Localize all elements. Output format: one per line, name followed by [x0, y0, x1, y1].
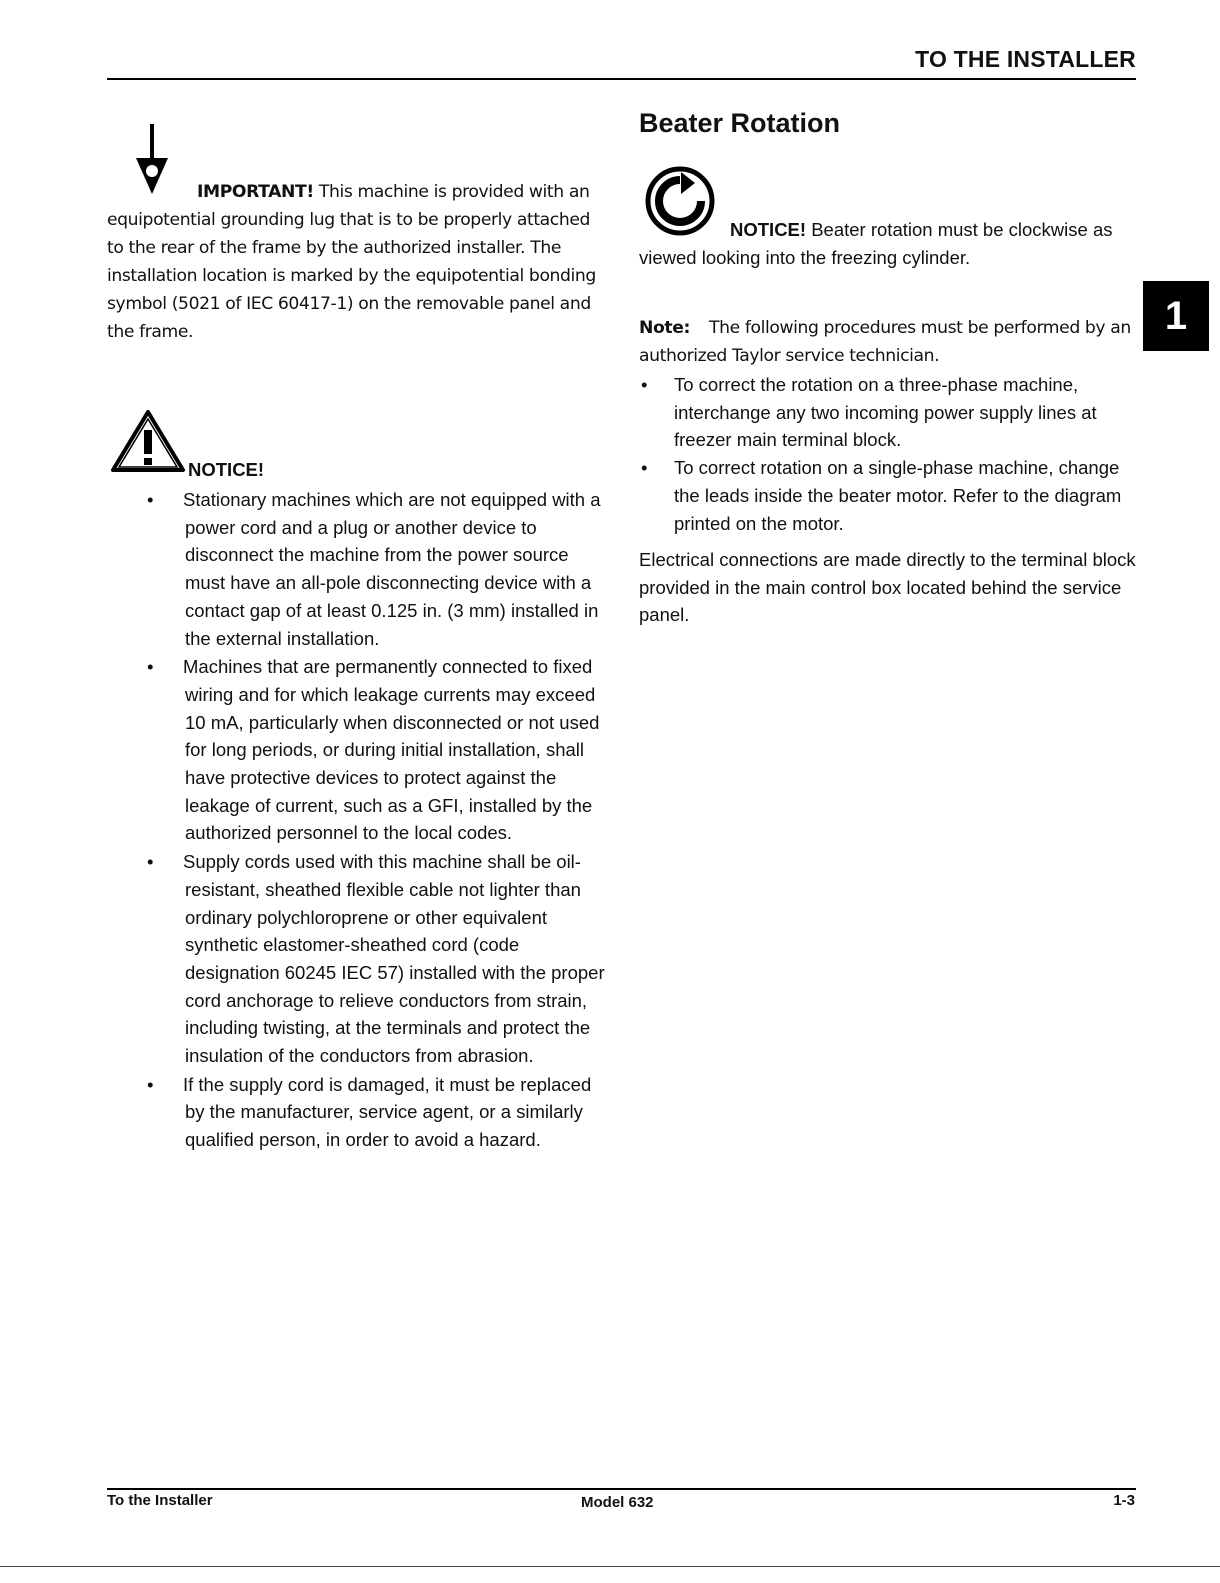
list-item: • To correct rotation on a single-phase machine, change the leads inside the beater motor. Refer to the diagram printed on the motor. — [641, 457, 1122, 534]
note-paragraph — [639, 314, 1139, 370]
rotation-notice-text: Beater rotation must be clockwise as viewed looking into the freezing cylinder. — [639, 219, 1113, 268]
footer-model: Model 632 — [581, 1494, 654, 1511]
list-item-text: If the supply cord is damaged, it must be replaced by the manufacturer, service agent, or a similarly qualified person, in order to avoid a hazard. — [183, 1073, 592, 1151]
header-title: TO THE INSTALLER — [915, 46, 1136, 72]
list-item-text: Stationary machines which are not equipped with a power cord and a plug or another device to disconnect the machine from the power source must have an all-pole disconnecting device with a contact gap of at least 0.125 in. (3 mm) installed in the external installation. — [183, 489, 601, 649]
list-item: • Supply cords used with this machine shall be oil-resistant, sheathed flexible cable not lighter than ordinary polychloroprene or other equivalent synthetic elastomer-sheathed cord (code designation 60245 IEC 57) installed with the proper cord anchorage to relieve conductors from strain, including twisting, at the terminals and protect the insulation of the conductors from abrasion. — [107, 848, 607, 1070]
note-text: The following procedures must be performed by an authorized Taylor service technician. — [639, 318, 1131, 366]
important-label: IMPORTANT! — [197, 182, 314, 202]
important-text: This machine is provided with an equipotential grounding lug that is to be properly attached to the rear of the frame by the authorized installer. The installation location is marked by the equipotential bonding symbol (5021 of IEC 60417-1) on the removable panel and the frame. — [107, 182, 596, 342]
notice-heading: NOTICE! — [188, 459, 265, 480]
footer-section-name: To the Installer — [107, 1492, 213, 1509]
rotation-notice-paragraph — [639, 216, 1139, 271]
important-paragraph — [107, 178, 607, 346]
page-bottom-edge — [0, 1566, 1220, 1567]
list-item: • Stationary machines which are not equipped with a power cord and a plug or another device to disconnect the machine from the power source must have an all-pole disconnecting device with a contact gap of at least 0.125 in. (3 mm) installed in the external installation. — [107, 486, 607, 652]
warning-triangle-icon — [109, 408, 187, 474]
list-item: • If the supply cord is damaged, it must be replaced by the manufacturer, service agent, or a similarly qualified person, in order to avoid a hazard. — [107, 1071, 607, 1154]
list-item-text: To correct the rotation on a three-phase machine, interchange any two incoming power supply lines at freezer main terminal block. — [674, 374, 1097, 451]
list-item-text: To correct rotation on a single-phase machine, change the leads inside the beater motor. Refer to the diagram printed on the motor. — [674, 457, 1122, 534]
footer-rule — [107, 1488, 1136, 1490]
header-rule — [107, 78, 1136, 80]
notice-bullet-list — [107, 486, 607, 1155]
rotation-notice-label: NOTICE! — [730, 219, 807, 240]
list-item-text: Supply cords used with this machine shall be oil-resistant, sheathed flexible cable not lighter than ordinary polychloroprene or other equivalent synthetic elastomer-sheathed cord (code designation 60245 IEC 57) installed with the proper cord anchorage to relieve conductors from strain, including twisting, at the terminals and protect the insulation of the conductors from abrasion. — [183, 851, 605, 1067]
list-item: • Machines that are permanently connected to fixed wiring and for which leakage currents may exceed 10 mA, particularly when disconnected or not used for long periods, or during initial installation, shall have protective devices to protect against the leakage of current, such as a GFI, installed by the authorized personnel to the local codes. — [107, 653, 607, 847]
footer-page-number: 1-3 — [1113, 1492, 1135, 1509]
section-tab-marker: 1 — [1143, 281, 1209, 351]
list-item-text: Machines that are permanently connected to fixed wiring and for which leakage currents may exceed 10 mA, particularly when disconnected or not used for long periods, or during initial installation, shall have protective devices to protect against the leakage of current, such as a GFI, installed by the authorized personnel to the local codes. — [183, 656, 600, 844]
note-label: Note: — [639, 318, 690, 338]
section-title: Beater Rotation — [639, 108, 841, 138]
rotation-bullet-list — [639, 371, 1139, 537]
electrical-paragraph: Electrical connections are made directly to the terminal block provided in the main control box located behind the service panel. — [639, 549, 1136, 626]
list-item: • To correct the rotation on a three-phase machine, interchange any two incoming power supply lines at freezer main terminal block. — [641, 374, 1097, 451]
